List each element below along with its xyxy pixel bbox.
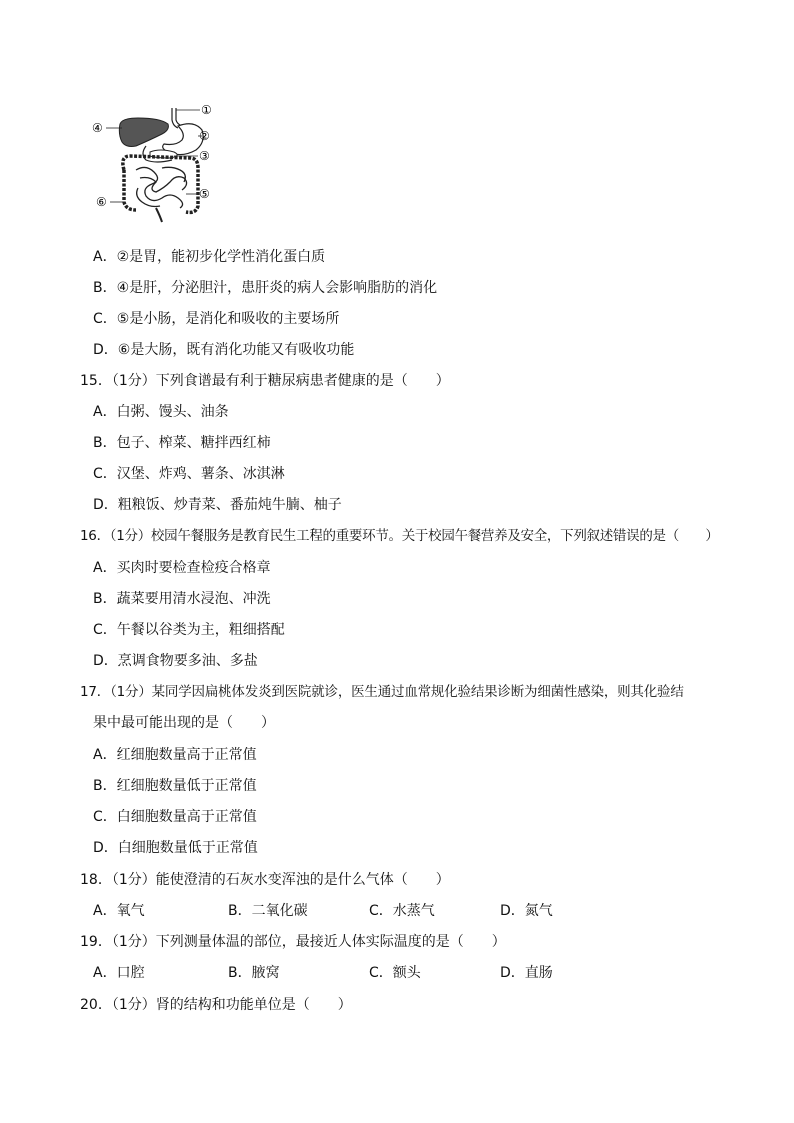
figure-label-6: ⑥ [96,195,107,209]
q16-option-b: B．蔬菜要用清水浸泡、冲洗 [93,591,271,607]
q14-option-d: D．⑥是大肠，既有消化功能又有吸收功能 [93,342,355,358]
q16-option-c: C．午餐以谷类为主，粗细搭配 [93,622,285,638]
digestive-system-icon [90,96,230,226]
q19-option-b: B．腋窝 [228,965,280,981]
q15-option-c: C．汉堡、炸鸡、薯条、冰淇淋 [93,466,285,482]
figure-label-4: ④ [92,121,103,135]
q16-stem: 16．（1分）校园午餐服务是教育民生工程的重要环节。关于校园午餐营养及安全，下列叙述错误的是（ ） [80,528,719,544]
q17-option-d: D．白细胞数量低于正常值 [93,840,258,856]
q16-option-d: D．烹调食物要多油、多盐 [93,653,258,669]
q17-option-b: B．红细胞数量低于正常值 [93,778,257,794]
figure-label-5: ⑤ [199,187,210,201]
q18-stem: 18．（1分）能使澄清的石灰水变浑浊的是什么气体（ ） [80,872,450,888]
q17-option-a: A．红细胞数量高于正常值 [93,747,257,763]
q17-stem-line1: 17．（1分）某同学因扁桃体发炎到医院就诊，医生通过血常规化验结果诊断为细菌性感染，则其化验结 [80,684,684,700]
q18-option-c: C．水蒸气 [369,903,435,919]
q17-stem-line2: 果中最可能出现的是（ ） [93,715,275,731]
q17-option-c: C．白细胞数量高于正常值 [93,809,257,825]
figure-label-3: ③ [199,149,210,163]
q15-option-d: D．粗粮饭、炒青菜、番茄炖牛腩、柚子 [93,497,342,513]
q16-option-a: A．买肉时要检查检疫合格章 [93,560,271,576]
q19-option-c: C．额头 [369,965,421,981]
q14-option-c: C．⑤是小肠，是消化和吸收的主要场所 [93,311,340,327]
q19-option-d: D．直肠 [500,965,553,981]
q14-option-a: A．②是胃，能初步化学性消化蛋白质 [93,249,326,265]
q18-option-a: A．氧气 [93,903,145,919]
q19-option-a: A．口腔 [93,965,145,981]
q18-option-b: B．二氧化碳 [228,903,308,919]
digestive-system-figure [90,96,230,226]
figure-label-1: ① [201,103,212,117]
q18-option-d: D．氮气 [500,903,553,919]
q14-option-b: B．④是肝，分泌胆汁，患肝炎的病人会影响脂肪的消化 [93,280,438,296]
q15-stem: 15．（1分）下列食谱最有利于糖尿病患者健康的是（ ） [80,373,450,389]
q19-stem: 19．（1分）下列测量体温的部位，最接近人体实际温度的是（ ） [80,934,506,950]
figure-label-2: ② [199,129,210,143]
q15-option-b: B．包子、榨菜、糖拌西红柿 [93,435,271,451]
q15-option-a: A．白粥、馒头、油条 [93,404,229,420]
q20-stem: 20．（1分）肾的结构和功能单位是（ ） [80,997,352,1013]
